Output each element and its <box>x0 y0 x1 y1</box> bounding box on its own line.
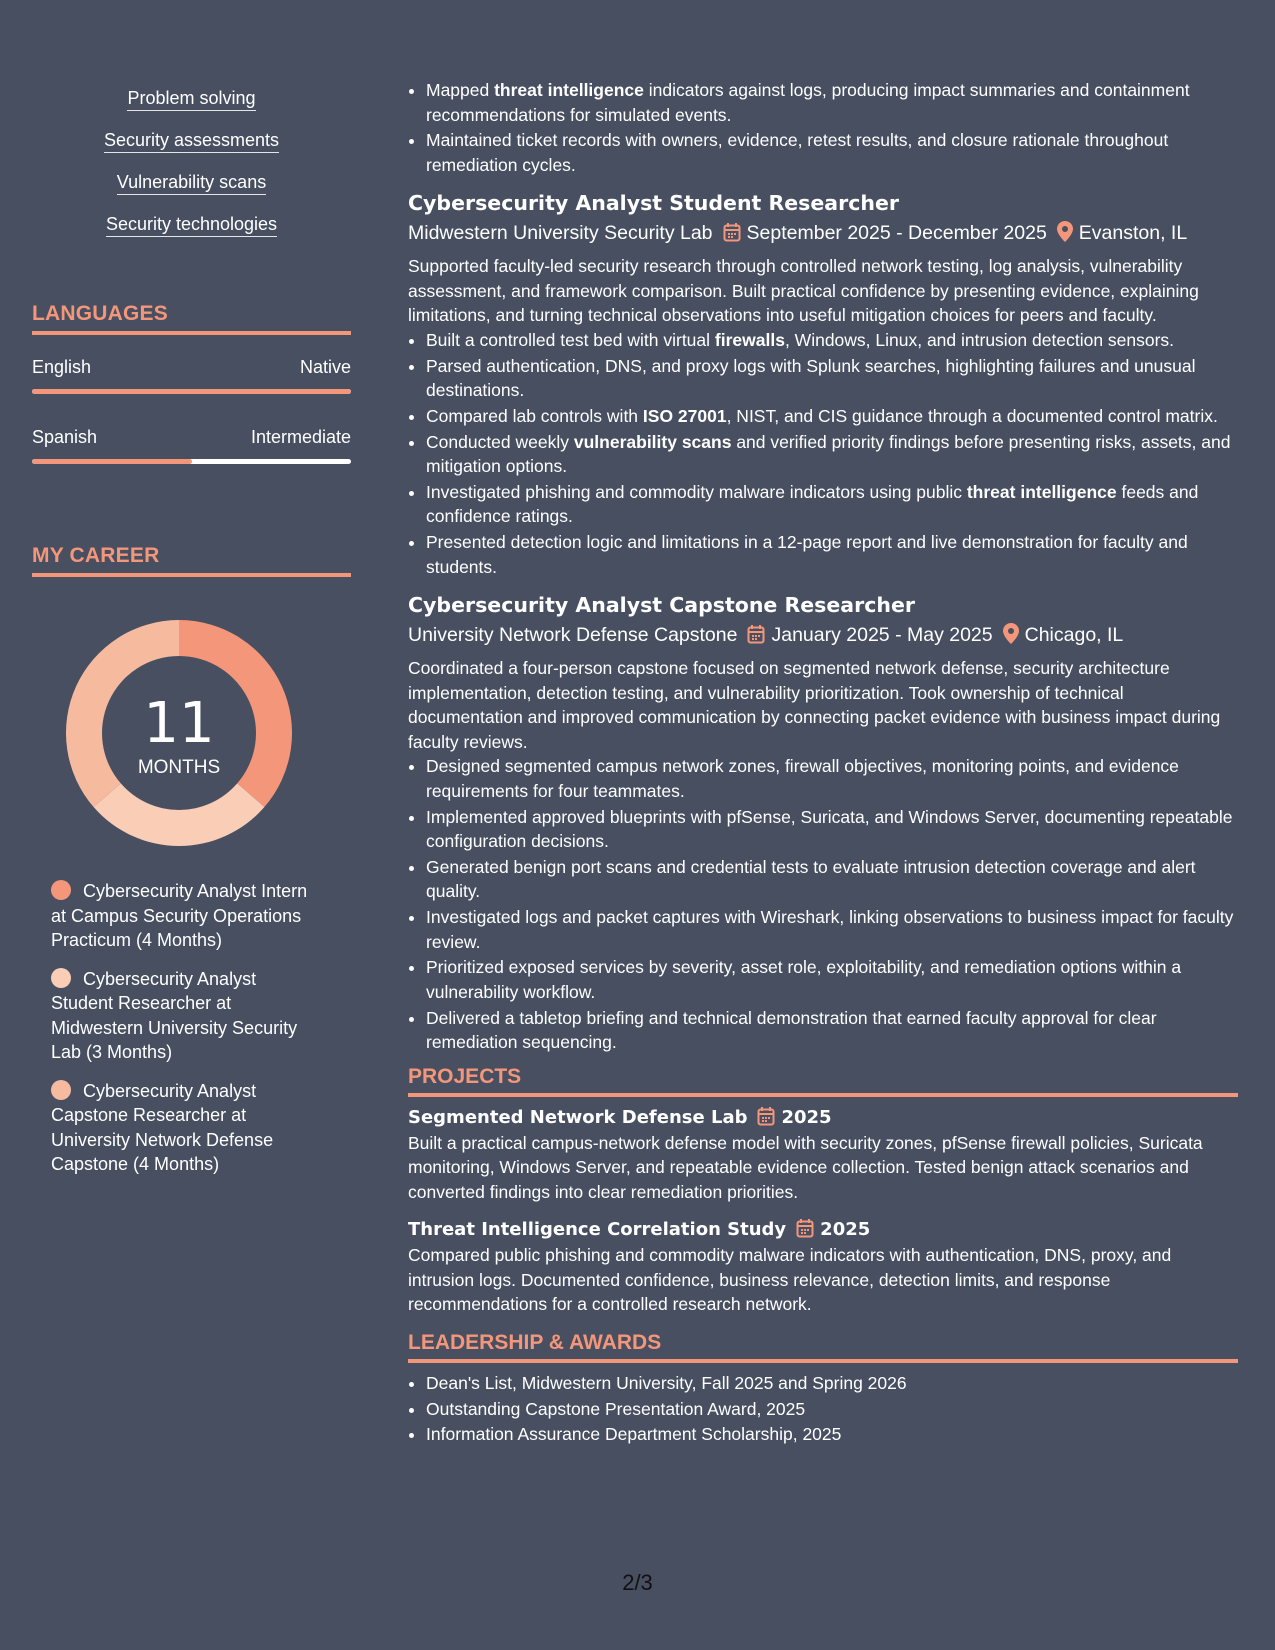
project-description: Built a practical campus-network defense model with security zones, pfSense firewall policies, Suricata monitoring, Windows Server, and repeatable evidence collection. Tested benign attack scenarios and converted findings into clear remediation priorities. <box>408 1132 1203 1202</box>
language-spanish: Spanish Intermediate <box>32 427 351 463</box>
legend-dot <box>51 1080 71 1100</box>
calendar-icon <box>723 222 741 242</box>
project-entry <box>408 1105 1238 1205</box>
legend-item: Cybersecurity Analyst Intern at Campus Security Operations Practicum (4 Months) <box>51 881 308 950</box>
bullet-item: • Delivered a tabletop briefing and technical demonstration that earned faculty approval for clear remediation sequencing. <box>426 1006 1238 1055</box>
bullet-item: • Built a controlled test bed with virtual firewalls, Windows, Linux, and intrusion detection sensors. <box>426 328 1238 353</box>
career-legend <box>51 879 321 1191</box>
previous-job-bullets <box>408 78 1238 177</box>
job-summary: Supported faculty-led security research through controlled network testing, log analysis, vulnerability assessment, and framework comparison. Built practical confidence by presenting evidence, explaining limitations, and turning technical observations into useful mitigation choices for peers and faculty. <box>408 256 1199 326</box>
project-title: Segmented Network Defense Lab <box>408 1106 748 1128</box>
bullet-item: • Conducted weekly vulnerability scans and verified priority findings before presenting risks, assets, and mitigation options. <box>426 430 1238 479</box>
languages-heading: LANGUAGES <box>32 302 351 335</box>
project-year: 2025 <box>820 1219 871 1241</box>
map-pin-icon <box>1057 221 1073 242</box>
bullet-item: • Prioritized exposed services by severity, asset role, exploitability, and remediation options within a vulnerability workflow. <box>426 955 1238 1004</box>
donut-segment-2 <box>94 783 265 846</box>
job-title: Cybersecurity Analyst Capstone Researcher <box>408 593 915 618</box>
award-item: • Information Assurance Department Scholarship, 2025 <box>426 1422 1238 1447</box>
bullet-item: • Investigated phishing and commodity malware indicators using public threat intelligence feeds and confidence ratings. <box>426 480 1238 529</box>
bullet-item: • Mapped threat intelligence indicators against logs, producing impact summaries and containment recommendations for simulated events. <box>426 78 1238 127</box>
skill-item: Security technologies <box>32 214 351 237</box>
project-year: 2025 <box>781 1106 832 1128</box>
job-location: Chicago, IL <box>1024 624 1124 647</box>
job-organization: Midwestern University Security Lab <box>408 222 713 245</box>
page-number: 2/3 <box>622 1570 653 1595</box>
award-item: • Dean's List, Midwestern University, Fall 2025 and Spring 2026 <box>426 1371 1238 1396</box>
awards-section <box>408 1331 1238 1447</box>
job-entry <box>408 190 1238 579</box>
skill-item: Problem solving <box>32 88 351 111</box>
bullet-item: • Implemented approved blueprints with pfSense, Suricata, and Windows Server, documenting repeatable configuration decisions. <box>426 805 1238 854</box>
projects-heading: PROJECTS <box>408 1065 1238 1097</box>
languages-section <box>32 302 351 463</box>
job-meta <box>408 220 1238 246</box>
proficiency-bar <box>32 389 351 394</box>
projects-section <box>408 1065 1238 1317</box>
legend-item: Cybersecurity Analyst Capstone Researcher at University Network Defense Capstone (4 Months) <box>51 1080 274 1174</box>
job-bullets <box>408 754 1238 1054</box>
job-location: Evanston, IL <box>1078 222 1188 245</box>
job-dates: January 2025 - May 2025 <box>771 624 993 647</box>
map-pin-icon <box>1003 623 1019 644</box>
skill-item: Vulnerability scans <box>32 172 351 195</box>
bullet-item: • Investigated logs and packet captures with Wireshark, linking observations to business impact for faculty review. <box>426 905 1238 954</box>
job-dates: September 2025 - December 2025 <box>746 222 1047 245</box>
calendar-icon <box>796 1218 814 1238</box>
award-item: • Outstanding Capstone Presentation Award, 2025 <box>426 1397 1238 1422</box>
project-entry <box>408 1217 1238 1317</box>
skill-item: Security assessments <box>32 130 351 153</box>
job-title: Cybersecurity Analyst Student Researcher <box>408 191 899 216</box>
bullet-item: • Designed segmented campus network zones, firewall objectives, monitoring points, and evidence requirements for four teammates. <box>426 754 1238 803</box>
job-summary: Coordinated a four-person capstone focused on segmented network defense, security architecture implementation, detection testing, and vulnerability prioritization. Took ownership of technical documentation and improved communication by connecting packet evidence with business impact during faculty reviews. <box>408 658 1221 752</box>
bullet-item: • Presented detection logic and limitations in a 12-page report and live demonstration for faculty and students. <box>426 530 1238 579</box>
bullet-item: • Compared lab controls with ISO 27001, NIST, and CIS guidance through a documented control matrix. <box>426 404 1238 429</box>
career-donut-chart <box>66 620 292 846</box>
project-title: Threat Intelligence Correlation Study <box>408 1219 787 1241</box>
job-meta <box>408 622 1238 648</box>
career-total-unit: MONTHS <box>137 757 221 778</box>
bullet-item: • Generated benign port scans and credential tests to evaluate intrusion detection coverage and alert quality. <box>426 855 1238 904</box>
legend-dot <box>51 968 71 988</box>
calendar-icon <box>747 624 765 644</box>
job-organization: University Network Defense Capstone <box>408 624 738 647</box>
awards-heading: LEADERSHIP & AWARDS <box>408 1331 1238 1363</box>
career-total-number: 11 <box>143 691 215 756</box>
bullet-item: • Parsed authentication, DNS, and proxy logs with Splunk searches, highlighting failures and unusual destinations. <box>426 354 1238 403</box>
project-description: Compared public phishing and commodity malware indicators with authentication, DNS, proxy, and intrusion logs. Documented confidence, business relevance, detection limits, and response recommendations for a controlled research network. <box>408 1245 1172 1315</box>
language-english: English Native <box>32 357 351 393</box>
job-bullets <box>408 328 1238 579</box>
main-content <box>408 78 1238 1448</box>
job-entry <box>408 592 1238 1054</box>
career-heading: MY CAREER <box>32 544 351 577</box>
career-section <box>32 544 351 577</box>
legend-dot <box>51 880 71 900</box>
legend-item: Cybersecurity Analyst Student Researcher at Midwestern University Security Lab (3 Months) <box>51 968 298 1062</box>
calendar-icon <box>757 1106 775 1126</box>
awards-list <box>408 1371 1238 1447</box>
proficiency-bar <box>32 459 351 464</box>
bullet-item: • Maintained ticket records with owners, evidence, retest results, and closure rationale throughout remediation cycles. <box>426 128 1238 177</box>
